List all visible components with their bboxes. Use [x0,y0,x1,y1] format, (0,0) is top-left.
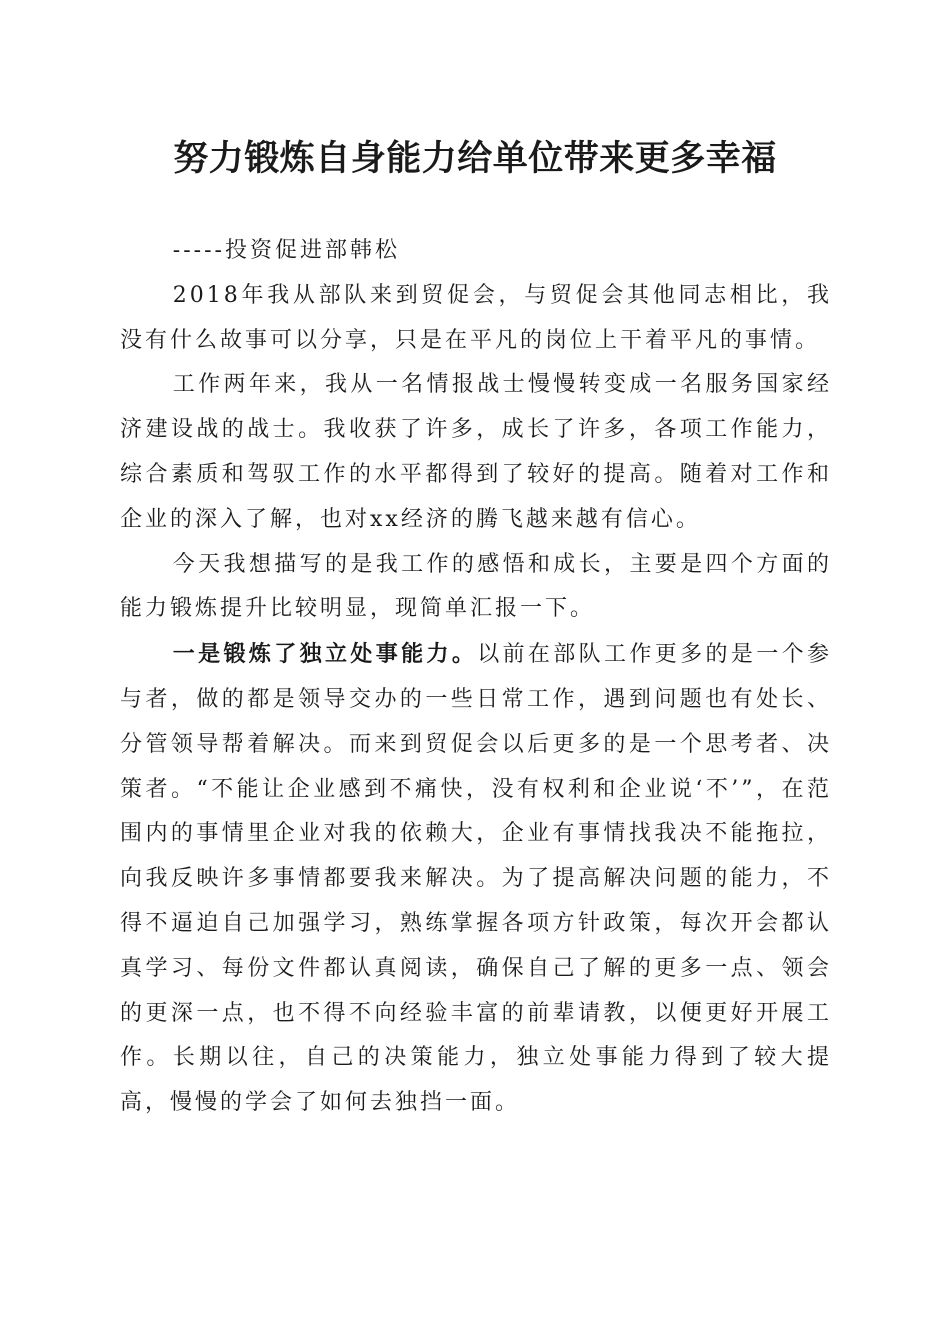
paragraph-4 [120,632,832,1126]
document-title: 努力锻炼自身能力给单位带来更多幸福 [173,138,777,179]
author-line: -----投资促进部韩松 [172,238,400,263]
point-one-lead: 一是锻炼了独立处事能力。 [172,641,478,668]
point-one-text: 以前在部队工作更多的是一个参与者，做的都是领导交办的一些日常工作，遇到问题也有处长、分管领导帮着解决。而来到贸促会以后更多的是一个思考者、决策者。“不能让企业感到不痛快，没有权利和企业说‘不’”，在范围内的事情里企业对我的依赖大，企业有事情找我决不能拖拉，向我反映许多事情都要我来解决。为了提高解决问题的能力，不得不逼迫自己加强学习，熟练掌握各项方针政策，每次开会都认真学习、每份文件都认真阅读，确保自己了解的更多一点、领会的更深一点，也不得不向经验丰富的前辈请教，以便更好开展工作。长期以往，自己的决策能力，独立处事能力得到了较大提高，慢慢的学会了如何去独挡一面。 [120,642,832,1116]
paragraph-1: 2018年我从部队来到贸促会，与贸促会其他同志相比，我没有什么故事可以分享，只是在平凡的岗位上干着平凡的事情。 [120,282,832,353]
document-body [120,229,832,1126]
paragraph-2: 工作两年来，我从一名情报战士慢慢转变成一名服务国家经济建设战的战士。我收获了许多，成长了许多，各项工作能力，综合素质和驾驭工作的水平都得到了较好的提高。随着对工作和企业的深入了解，也对xx经济的腾飞越来越有信心。 [120,372,832,532]
paragraph-3: 今天我想描写的是我工作的感悟和成长，主要是四个方面的能力锻炼提升比较明显，现简单汇报一下。 [120,551,832,622]
